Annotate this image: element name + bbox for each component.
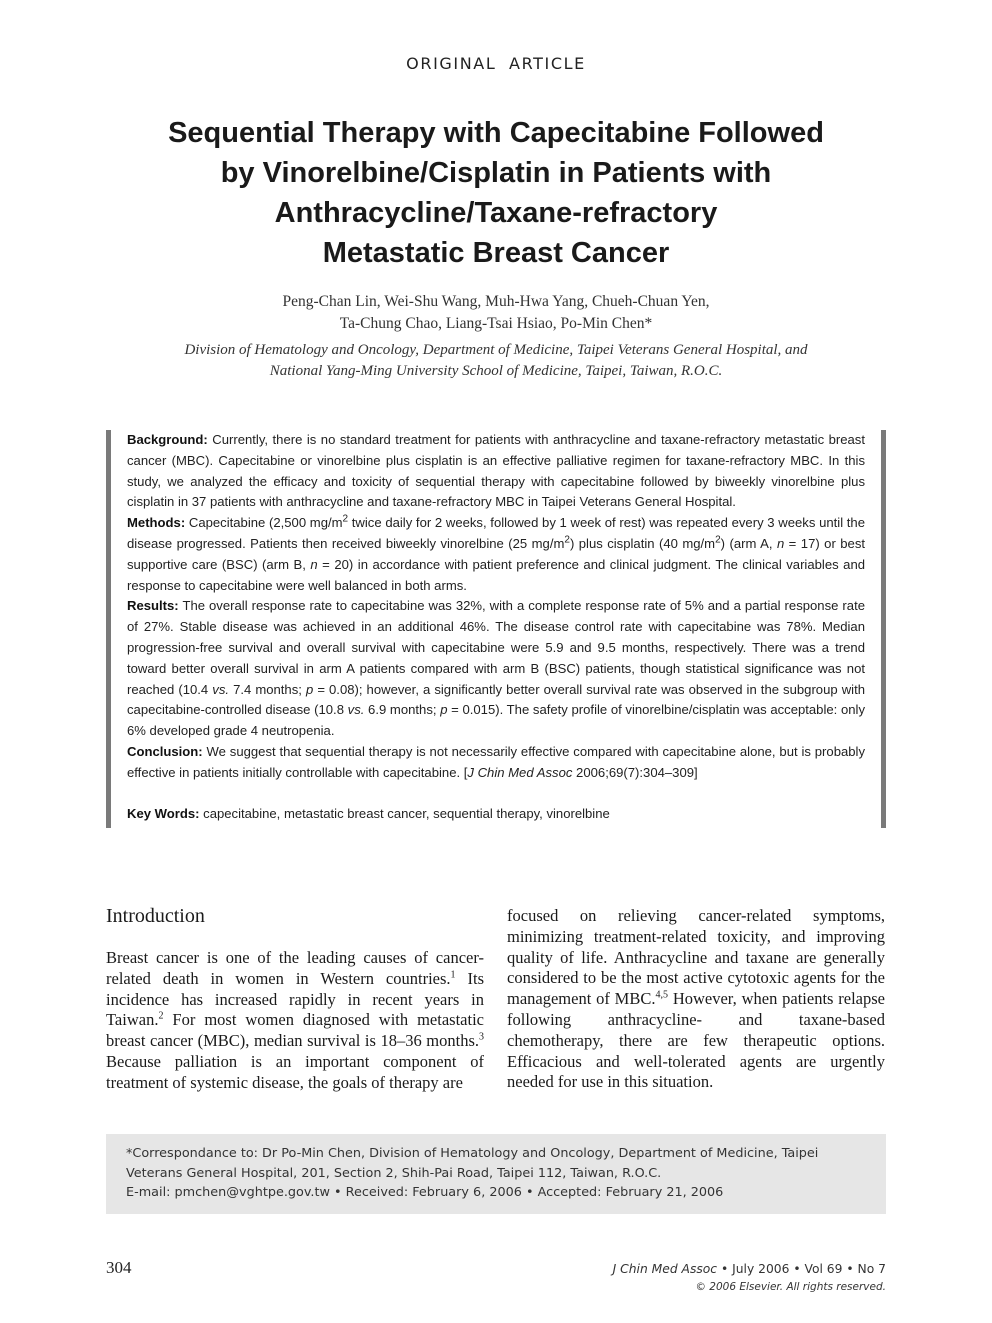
- journal-info: [613, 1262, 886, 1276]
- reference-superscript: 2: [158, 1010, 164, 1022]
- results-text: = 0.08); however, a significantly better overall survival rate was observed in the subgroup with capecitabine-controlled disease (10.8: [127, 681, 865, 718]
- introduction-paragraph: [106, 948, 484, 1094]
- affiliation-line: Division of Hematology and Oncology, Department of Medicine, Taipei Veterans General Hospital, and: [184, 342, 808, 358]
- title-line: Metastatic Breast Cancer: [322, 237, 670, 269]
- title-line: by Vinorelbine/Cisplatin in Patients with: [220, 157, 772, 189]
- body-text: However, when patients relapse following anthracycline- and taxane-based chemotherapy, there are few therapeutic options. Efficacious and well-tolerated agents are urgently needed for use in this situation.: [507, 989, 885, 1092]
- results-text: 6.9 months;: [364, 702, 441, 718]
- n-symbol: n: [776, 535, 785, 551]
- abstract-results: [127, 596, 865, 742]
- body-text: focused on relieving cancer-related symptoms, minimizing treatment-related toxicity, and improving quality of life. Anthracycline and taxane are generally considered to be the most active cytotoxic agents for the management of MBC.: [507, 906, 885, 1009]
- p-symbol: p: [440, 702, 448, 718]
- abstract-methods: [127, 513, 865, 596]
- authors-line: Peng-Chan Lin, Wei-Shu Wang, Muh-Hwa Yang, Chueh-Chuan Yen,: [282, 293, 710, 310]
- author-list: [110, 291, 882, 335]
- methods-text: = 17) or best supportive care (BSC) (arm B,: [127, 535, 865, 572]
- affiliation-line: National Yang-Ming University School of Medicine, Taipei, Taiwan, R.O.C.: [269, 363, 723, 379]
- title-line: Anthracycline/Taxane-refractory: [274, 197, 718, 229]
- conclusion-text: 2006;69(7):304–309]: [572, 764, 698, 780]
- body-text: Because palliation is an important component of treatment of systemic disease, the goals of therapy are: [106, 1051, 484, 1092]
- section-label: ORIGINAL ARTICLE: [406, 54, 586, 73]
- body-text: For most women diagnosed with metastatic breast cancer (MBC), median survival is 18–36 months.: [106, 1010, 484, 1051]
- results-text: The overall response rate to capecitabine was 32%, with a complete response rate of 5% and a partial response rate of 27%. Stable disease was achieved in an additional 46%. The disease control rate with capecitabine was 78%. Median progression-free survival and overall survival with capecitabine were 5.9 and 9.5 months, respectively. There was a trend toward better overall survival in arm A patients compared with arm B (BSC) patients, though statistical significance was not reached (10.4: [127, 598, 865, 697]
- key-words: [127, 804, 865, 825]
- correspondence-line: E-mail: pmchen@vghtpe.gov.tw • Received: February 6, 2006 • Accepted: February 21, 2006: [126, 1185, 724, 1200]
- methods-text: ) plus cisplatin (40 mg/m: [569, 535, 716, 551]
- page-number: 304: [106, 1258, 132, 1277]
- title-line: Sequential Therapy with Capecitabine Followed: [168, 117, 824, 149]
- journal-name: J Chin Med Assoc: [612, 1262, 718, 1276]
- reference-superscript: 3: [479, 1031, 484, 1043]
- n-symbol: n: [310, 556, 318, 572]
- correspondence-line: *Correspondance to: Dr Po-Min Chen, Division of Hematology and Oncology, Department of Medicine, Taipei: [126, 1146, 819, 1161]
- superscript: 2: [564, 534, 570, 546]
- results-label: Results:: [127, 598, 179, 614]
- citation-journal: J Chin Med Assoc: [467, 764, 573, 780]
- abstract-background: [127, 430, 865, 513]
- article-title: [110, 113, 882, 273]
- abstract-text: [127, 430, 865, 825]
- keywords-label: Key Words:: [127, 806, 200, 822]
- vs-symbol: vs.: [212, 681, 230, 697]
- superscript: 2: [342, 513, 349, 525]
- vs-symbol: vs.: [347, 702, 365, 718]
- introduction-paragraph-continued: [507, 906, 885, 1093]
- correspondence-box: [106, 1134, 886, 1214]
- superscript: 2: [715, 534, 721, 546]
- methods-text: = 20) in accordance with patient preference and clinical judgment. The clinical variables and response to capecitabine were well balanced in both arms.: [127, 556, 866, 593]
- keywords-text: capecitabine, metastatic breast cancer, sequential therapy, vinorelbine: [203, 806, 610, 822]
- methods-text: twice daily for 2 weeks, followed by 1 week of rest) was repeated every 3 weeks until the disease progressed. Patients then received biweekly vinorelbine (25 mg/m: [127, 515, 865, 551]
- authors-line: Ta-Chung Chao, Liang-Tsai Hsiao, Po-Min Chen*: [339, 315, 653, 332]
- conclusion-text: We suggest that sequential therapy is not necessarily effective compared with capecitabine alone, but is probably effective in patients initially controllable with capecitabine. [: [127, 743, 865, 780]
- background-label: Background:: [127, 432, 208, 447]
- methods-label: Methods:: [127, 515, 186, 531]
- p-symbol: p: [305, 681, 314, 697]
- body-text: Breast cancer is one of the leading causes of cancer-related death in women in Western countries.: [106, 948, 484, 988]
- results-text: 7.4 months;: [229, 681, 306, 697]
- background-text: Currently, there is no standard treatment for patients with anthracycline and taxane-refractory metastatic breast cancer (MBC). Capecitabine or vinorelbine plus cisplatin is an effective palliative regimen for taxane-refractory MBC. In this study, we analyzed the efficacy and toxicity of sequential therapy with capecitabine followed by biweekly vinorelbine plus cisplatin in 37 patients with anthracycline and taxane-refractory MBC in Taipei Veterans General Hospital.: [127, 432, 865, 510]
- copyright: © 2006 Elsevier. All rights reserved.: [695, 1281, 886, 1293]
- journal-issue: • July 2006 • Vol 69 • No 7: [717, 1262, 886, 1276]
- affiliation: [110, 340, 882, 382]
- conclusion-label: Conclusion:: [127, 743, 203, 759]
- body-text: Its incidence has increased rapidly in recent years in Taiwan.: [106, 968, 484, 1030]
- methods-text: Capecitabine (2,500 mg/m: [188, 515, 343, 531]
- reference-superscript: 4,5: [655, 989, 668, 1001]
- column-left: [106, 904, 484, 1094]
- reference-superscript: 1: [450, 969, 456, 981]
- abstract-box: [106, 430, 886, 828]
- introduction-heading: Introduction: [106, 905, 205, 927]
- results-text: = 0.015). The safety profile of vinorelbine/cisplatin was acceptable: only 6% developed grade 4 neutropenia.: [127, 702, 865, 739]
- abstract-conclusion: [127, 742, 865, 784]
- methods-text: ) (arm A,: [720, 535, 777, 551]
- column-right: [507, 906, 885, 1093]
- correspondence-line: Veterans General Hospital, 201, Section 2, Shih-Pai Road, Taipei 112, Taiwan, R.O.C.: [126, 1165, 662, 1181]
